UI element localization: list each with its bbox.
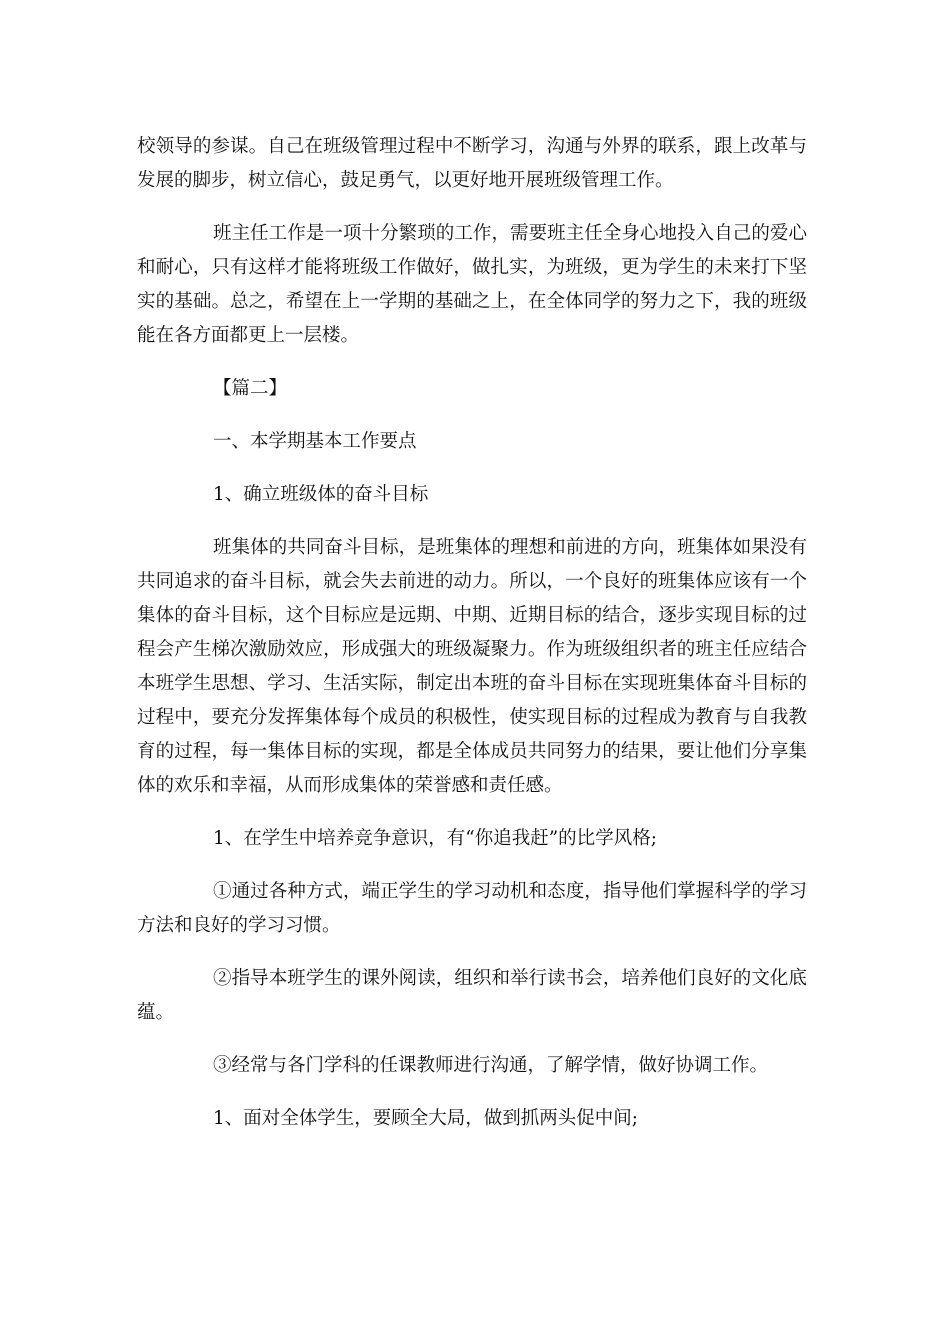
section-heading-part-two: 【篇二】 [213,378,288,399]
list-item-all-students: 1、面对全体学生，要顾全大局，做到抓两头促中间; [213,1108,639,1129]
paragraph-summary: 班主任工作是一项十分繁琐的工作，需要班主任全身心地投入自己的爱心和耐心，只有这样才能将班级工作做好，做扎实，为班级，更为学生的未来打下坚实的基础。总之，希望在上一学期的基础之上，在全体同学的努力之下，我的班级能在各方面都更上一层楼。 [137,223,807,346]
list-item-reading: ②指导本班学生的课外阅读，组织和举行读书会，培养他们良好的文化底蕴。 [137,968,807,1023]
list-item-study-motivation: ①通过各种方式，端正学生的学习动机和态度，指导他们掌握科学的学习方法和良好的学习习惯。 [137,881,807,936]
list-item-teacher-communication: ③经常与各门学科的任课教师进行沟通，了解学情，做好协调工作。 [213,1055,769,1076]
paragraph-class-goal: 班集体的共同奋斗目标，是班集体的理想和前进的方向，班集体如果没有共同追求的奋斗目标，就会失去前进的动力。所以，一个良好的班集体应该有一个集体的奋斗目标，这个目标应是远期、中期、近期目标的结合，逐步实现目标的过程会产生梯次激励效应，形成强大的班级凝聚力。作为班级组织者的班主任应结合本班学生思想、学习、生活实际，制定出本班的奋斗目标在实现班集体奋斗目标的过程中，要充分发挥集体每个成员的积极性，使实现目标的过程成为教育与自我教育的过程，每一集体目标的实现，都是全体成员共同努力的结果，要让他们分享集体的欢乐和幸福，从而形成集体的荣誉感和责任感。 [137,537,807,796]
list-item-competition: 1、在学生中培养竞争意识，有“你追我赶”的比学风格; [213,828,657,849]
document-body [137,130,807,1155]
heading-class-goal: 1、确立班级体的奋斗目标 [213,484,429,505]
heading-work-points: 一、本学期基本工作要点 [213,431,417,452]
paragraph-continuation: 校领导的参谋。自己在班级管理过程中不断学习，沟通与外界的联系，跟上改革与发展的脚步，树立信心，鼓足勇气，以更好地开展班级管理工作。 [137,136,807,191]
